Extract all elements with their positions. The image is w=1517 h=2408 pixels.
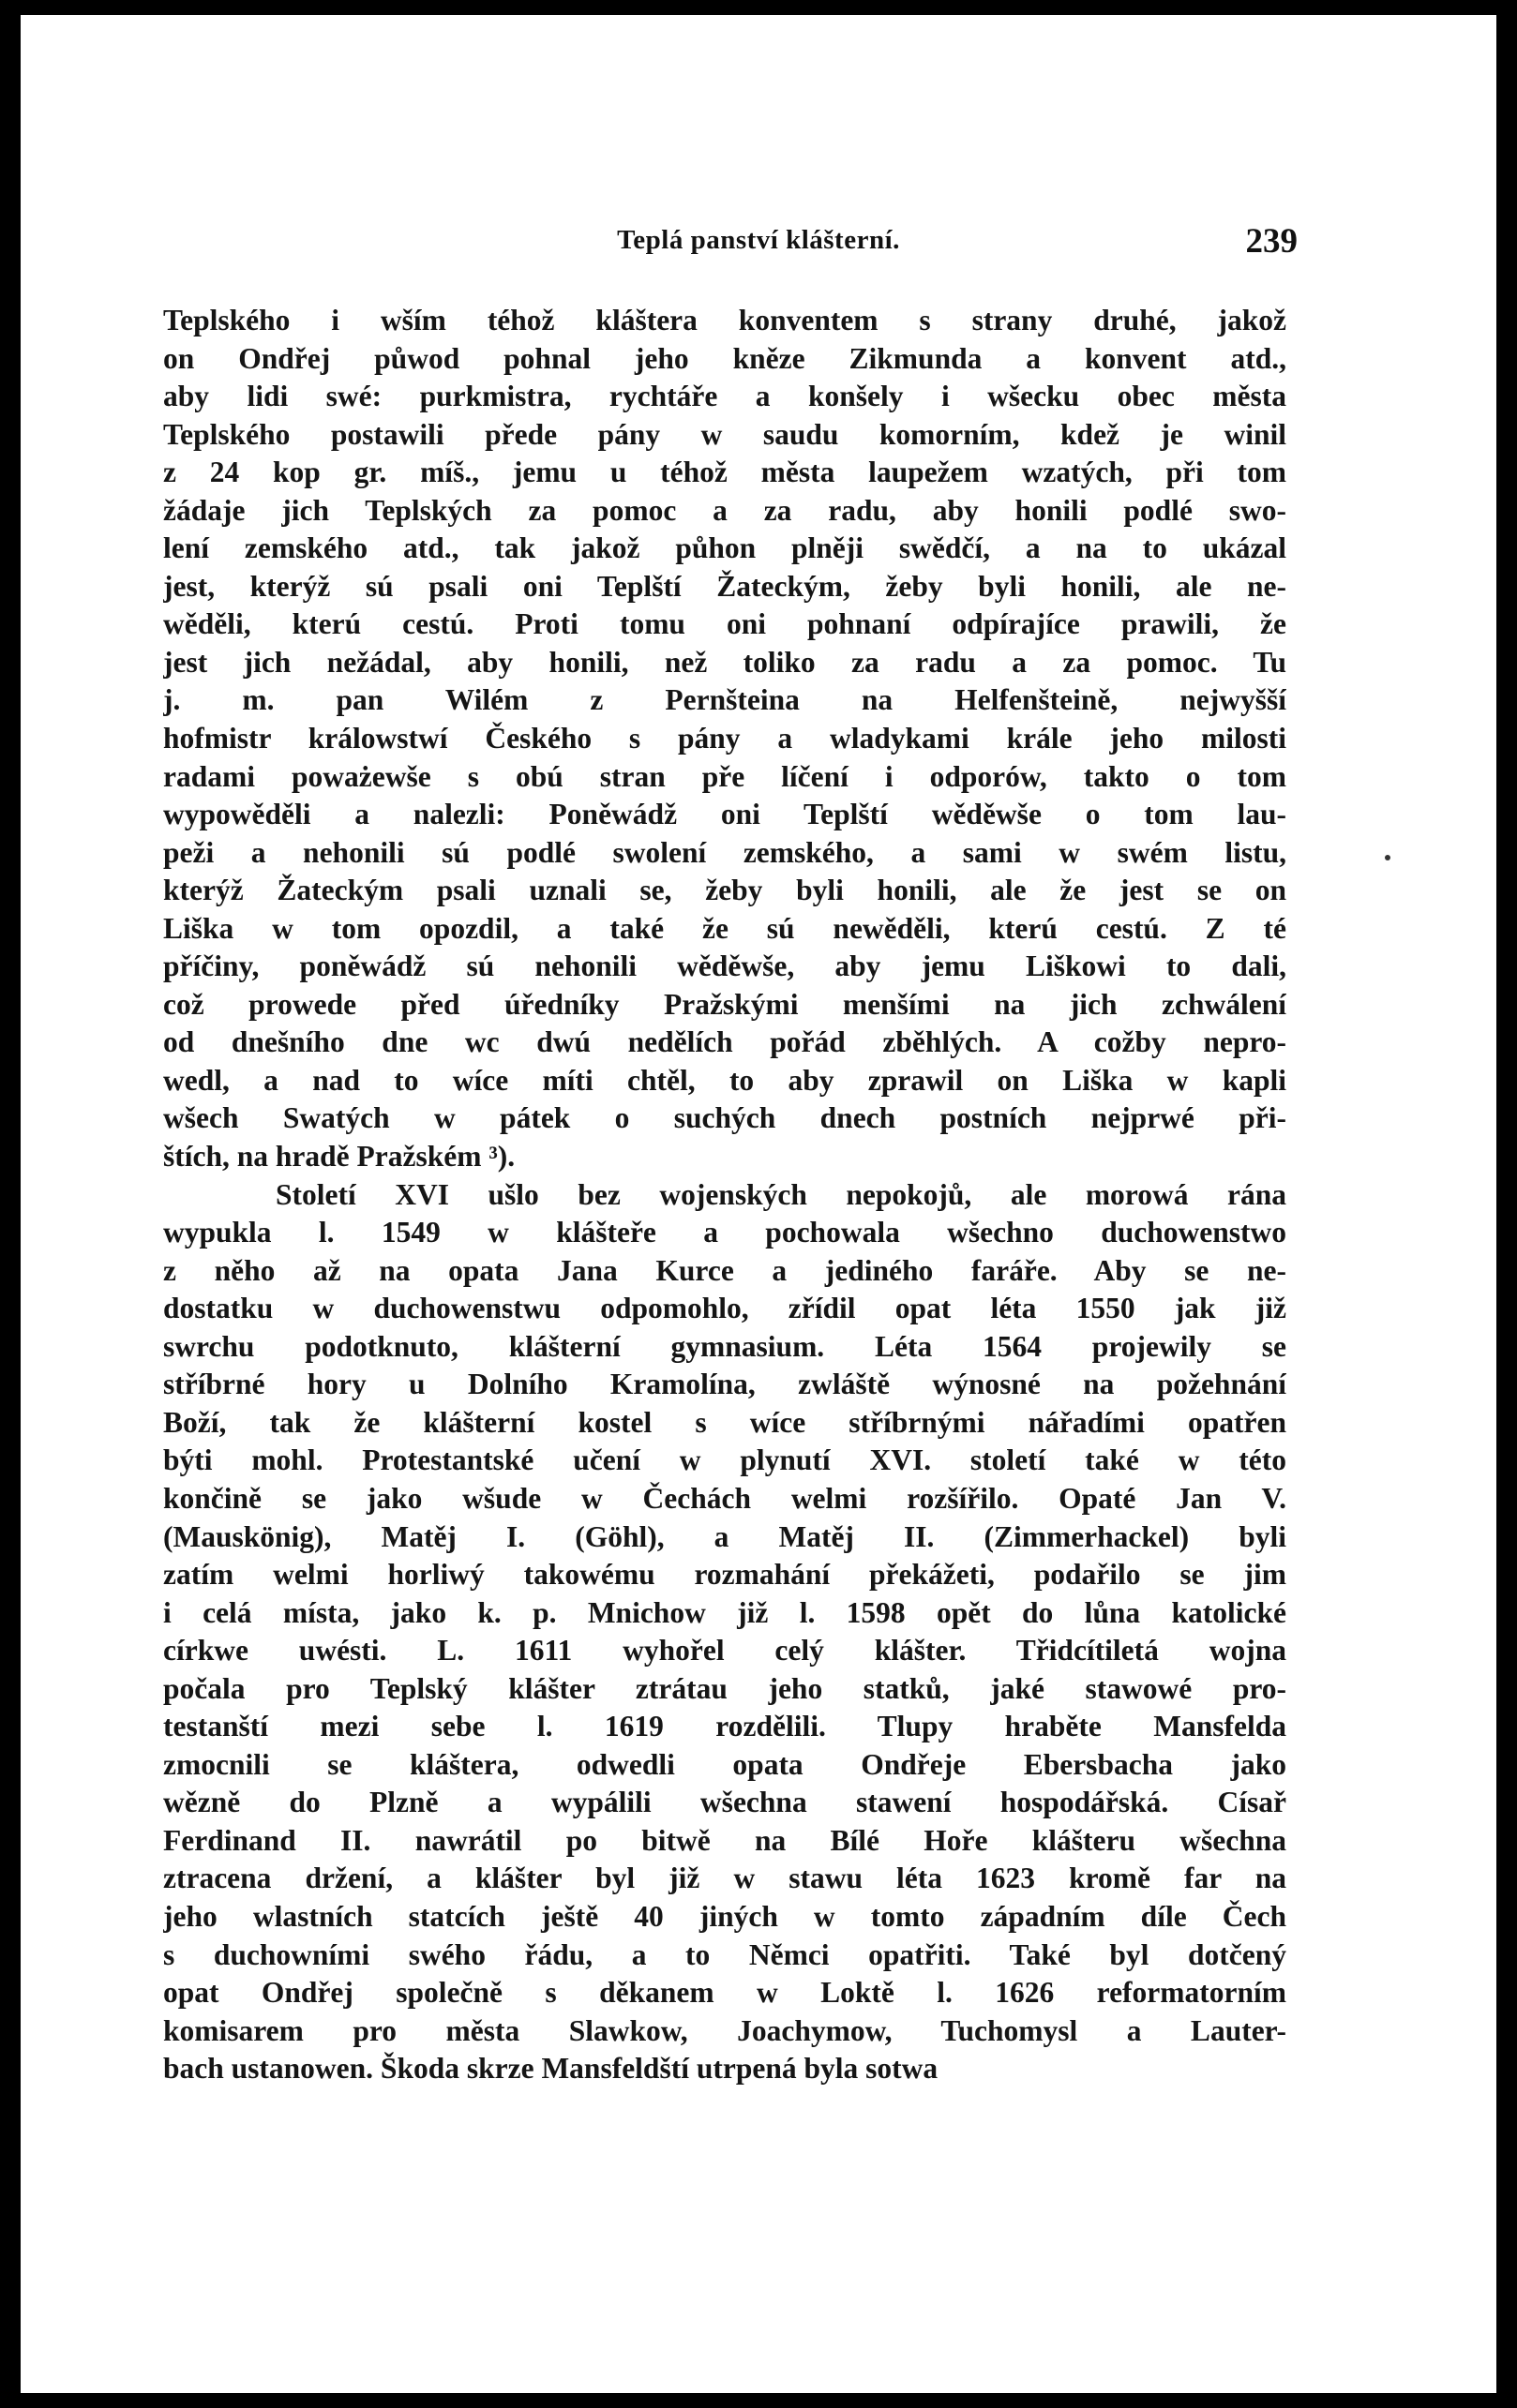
text-line: stříbrné hory u Dolního Kramolína, zwláště wýnosné na požehnání [163, 1368, 1286, 1401]
text-line: wypukla l. 1549 w klášteře a pochowala wšechno duchowenstwo [163, 1216, 1286, 1249]
text-line: wěděli, kterú cestú. Proti tomu oni pohnaní odpírajíce prawili, že [163, 607, 1286, 641]
text-line: kterýž Žateckým psali uznali se, žeby byli honili, ale že jest se on [163, 874, 1286, 907]
text-line: zmocnili se kláštera, odwedli opata Ondřeje Ebersbacha jako [163, 1747, 1286, 1781]
text-line: dostatku w duchowenstwu odpomohlo, zřídil opat léta 1550 jak již [163, 1292, 1286, 1325]
page-header [21, 222, 1496, 272]
text-line: příčiny, poněwádž sú nehonili wěděwše, aby jemu Liškowi to dali, [163, 950, 1286, 983]
text-line: Boží, tak že klášterní kostel s wíce stříbrnými nářadími opatřen [163, 1405, 1286, 1439]
text-line: hofmistr králowstwí Českého s pány a wladykami krále jeho milosti [163, 722, 1286, 755]
text-line: ztracena držení, a klášter byl již w stawu léta 1623 kromě far na [163, 1862, 1286, 1895]
text-line: od dnešního dne wc dwú nedělích pořád zběhlých. A cožby nepro- [163, 1025, 1286, 1059]
text-line: jeho wlastních statcích ještě 40 jiných w tomto západním díle Čech [163, 1899, 1286, 1933]
text-line: počala pro Teplský klášter ztrátau jeho statků, jaké stawowé pro- [163, 1671, 1286, 1705]
text-line: z 24 kop gr. míš., jemu u téhož města laupežem wzatých, při tom [163, 456, 1286, 489]
text-line: testanští mezi sebe l. 1619 rozdělili. Tlupy hraběte Mansfelda [163, 1710, 1286, 1743]
text-line: jest jich nežádal, aby honili, než toliko za radu a za pomoc. Tu [163, 645, 1286, 679]
text-line: on Ondřej půwod pohnal jeho kněze Zikmunda a konvent atd., [163, 341, 1286, 375]
text-line: wězně do Plzně a wypálili wšechna stawení hospodářská. Císař [163, 1786, 1286, 1819]
book-page [21, 15, 1496, 2393]
text-line: peži a nehonili sú podlé swolení zemského, a sami w swém listu, [163, 835, 1286, 869]
text-line: býti mohl. Protestantské učení w plynutí XVI. století také w této [163, 1443, 1286, 1477]
text-line: radami poważewše s obú stran pře líčení i odporów, takto o tom [163, 759, 1286, 793]
text-line: Století XVI ušlo bez wojenských nepokojů, ale morowá rána [276, 1177, 1286, 1211]
running-title: Teplá panství klášterní. [617, 225, 900, 255]
text-line: Teplského postawili přede pány w saudu komorním, kdež je winil [163, 417, 1286, 451]
text-line: končině se jako wšude w Čechách welmi rozšířilo. Opaté Jan V. [163, 1481, 1286, 1515]
text-line: jest, kterýž sú psali oni Teplští Žateckým, žeby byli honili, ale ne- [163, 569, 1286, 603]
text-line: což prowede před úředníky Pražskými menšími na jich zchwálení [163, 987, 1286, 1021]
text-line: komisarem pro města Slawkow, Joachymow, Tuchomysl a Lauter- [163, 2013, 1286, 2047]
text-line: žádaje jich Teplských za pomoc a za radu, aby honili podlé swo- [163, 493, 1286, 527]
page-number: 239 [1245, 222, 1298, 261]
ink-dot [1385, 855, 1390, 860]
text-line: zatím welmi horliwý takowému rozmahání překážeti, podařilo se jim [163, 1558, 1286, 1592]
text-line: štích, na hradě Pražském ³). [163, 1140, 516, 1174]
text-line: opat Ondřej společně s děkanem w Loktě l. 1626 reformatorním [163, 1976, 1286, 2010]
text-line: (Mauskönig), Matěj I. (Göhl), a Matěj II. (Zimmerhackel) byli [163, 1519, 1286, 1553]
body-text [163, 302, 1286, 2088]
text-line: j. m. pan Wilém z Pernšteina na Helfenšteině, nejwyšší [163, 683, 1286, 717]
text-line: Ferdinand II. nawrátil po bitwě na Bílé Hoře klášteru wšechna [163, 1823, 1286, 1857]
text-line: swrchu podotknuto, klášterní gymnasium. Léta 1564 projewily se [163, 1329, 1286, 1363]
text-line: bach ustanowen. Škoda skrze Mansfeldští utrpená byla sotwa [163, 2052, 939, 2086]
text-line: církwe uwésti. L. 1611 wyhořel celý klášter. Třidcítiletá wojna [163, 1634, 1286, 1668]
text-line: wedl, a nad to wíce míti chtěl, to aby zprawil on Liška w kapli [163, 1063, 1286, 1097]
text-line: wypowěděli a nalezli: Poněwádž oni Teplští wěděwše o tom lau- [163, 798, 1286, 831]
text-line: z něho až na opata Jana Kurce a jediného faráře. Aby se ne- [163, 1253, 1286, 1287]
text-line: lení zemského atd., tak jakož půhon plněji swědčí, a na to ukázal [163, 531, 1286, 565]
text-line: Liška w tom opozdil, a také že sú newěděli, kterú cestú. Z té [163, 911, 1286, 945]
text-line: s duchowními swého řádu, a to Němci opatřiti. Také byl dotčený [163, 1937, 1286, 1971]
text-line: Teplského i wším téhož kláštera konventem s strany druhé, jakož [163, 304, 1286, 337]
text-line: aby lidi swé: purkmistra, rychtáře a konšely i wšecku obec města [163, 380, 1286, 413]
text-line: wšech Swatých w pátek o suchých dnech postních nejprwé při- [163, 1101, 1286, 1135]
text-line: i celá místa, jako k. p. Mnichow již l. 1598 opět do lůna katolické [163, 1595, 1286, 1629]
